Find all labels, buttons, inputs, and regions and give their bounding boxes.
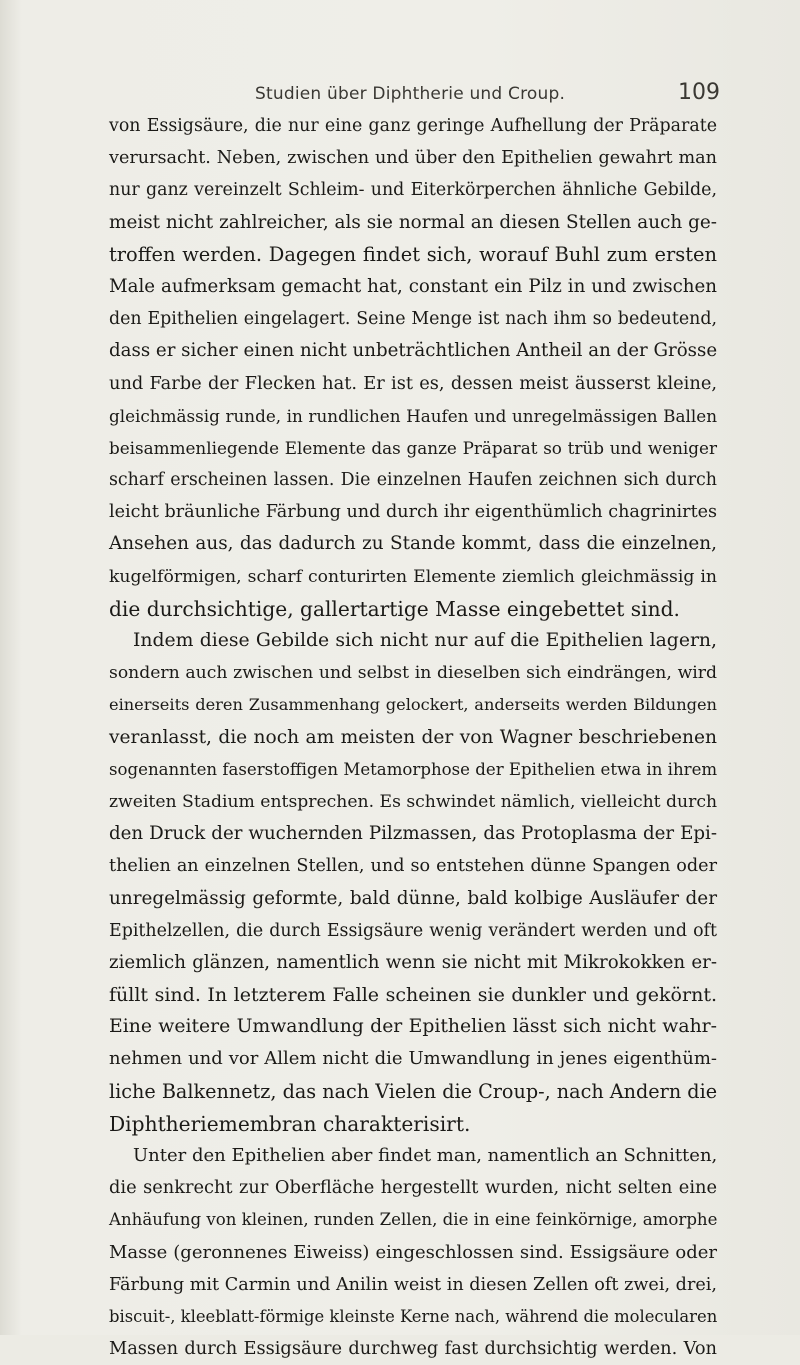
text-line: unregelmässig geformte, bald dünne, bald kolbige Ausläufer der [109,887,717,909]
text-line: meist nicht zahlreicher, als sie normal an diesen Stellen auch ge- [109,211,717,233]
text-line: thelien an einzelnen Stellen, und so entstehen dünne Spangen oder [109,856,717,877]
text-line: den Druck der wuchernden Pilzmassen, das Protoplasma der Epi- [109,823,717,845]
text-line: gleichmässig runde, in rundlichen Haufen und unregelmässigen Ballen [109,405,717,426]
text-line: füllt sind. In letzterem Falle scheinen sie dunkler und gekörnt. [109,984,717,1007]
text-line: einerseits deren Zusammenhang gelockert, anderseits werden Bildungen [109,695,717,715]
text-line: beisammenliegende Elemente das ganze Präparat so trüb und weniger [109,437,717,458]
text-line: den Epithelien eingelagert. Seine Menge ist nach ihm so bedeutend, [109,309,717,330]
text-line: sogenannten faserstoffigen Metamorphose der Epithelien etwa in ihrem [109,759,718,779]
text-line: leicht bräunliche Färbung und durch ihr eigenthümlich chagrinirtes [109,502,718,523]
text-line: nur ganz vereinzelt Schleim- und Eiterkörperchen ähnliche Gebilde, [109,180,717,201]
text-line: die senkrecht zur Oberfläche hergestellt wurden, nicht selten eine [109,1177,717,1199]
text-line: nehmen und vor Allem nicht die Umwandlung in jenes eigenthüm- [109,1048,717,1070]
page-number: 109 [678,80,720,105]
text-line: Male aufmerksam gemacht hat, constant ein Pilz in und zwischen [109,275,717,297]
text-line: die durchsichtige, gallertartige Masse eingebettet sind. [109,596,680,621]
text-line: zweiten Stadium entsprechen. Es schwindet nämlich, vielleicht durch [109,791,718,812]
text-line: kugelförmigen, scharf conturirten Elemente ziemlich gleichmässig in [109,566,717,587]
text-line: veranlasst, die noch am meisten der von Wagner beschriebenen [109,726,717,748]
text-line: von Essigsäure, die nur eine ganz geringe Aufhellung der Präparate [109,116,717,136]
text-line: verursacht. Neben, zwischen und über den Epithelien gewahrt man [109,148,717,169]
text-line: sondern auch zwischen und selbst in dieselben sich eindrängen, wird [109,663,717,684]
text-line: Massen durch Essigsäure durchweg fast durchsichtig werden. Von [109,1338,717,1360]
body-text [109,110,717,1365]
text-line: dass er sicher einen nicht unbeträchtlichen Antheil an der Grösse [109,340,718,362]
text-line: Unter den Epithelien aber findet man, namentlich an Schnitten, [133,1145,718,1166]
text-line: Anhäufung von kleinen, runden Zellen, die in eine feinkörnige, amorphe [109,1210,718,1230]
text-line: Epithelzellen, die durch Essigsäure wenig verändert werden und oft [109,920,717,941]
text-line: biscuit-, kleeblatt-förmige kleinste Kerne nach, während die molecularen [109,1306,718,1326]
text-line: Indem diese Gebilde sich nicht nur auf die Epithelien lagern, [133,630,717,651]
running-title: Studien über Diphtherie und Croup. [255,84,566,104]
text-line: Eine weitere Umwandlung der Epithelien lässt sich nicht wahr- [109,1016,717,1038]
text-line: Masse (geronnenes Eiweiss) eingeschlossen sind. Essigsäure oder [109,1241,717,1263]
text-line: und Farbe der Flecken hat. Er ist es, dessen meist äusserst kleine, [109,372,717,394]
text-line: troffen werden. Dagegen findet sich, worauf Buhl zum ersten [109,242,717,266]
text-line: Ansehen aus, das dadurch zu Stande kommt, dass die einzelnen, [109,533,717,555]
text-line: ziemlich glänzen, namentlich wenn sie nicht mit Mikrokokken er- [109,951,717,973]
text-line: scharf erscheinen lassen. Die einzelnen Haufen zeichnen sich durch [109,470,717,491]
text-line: liche Balkennetz, das nach Vielen die Croup-, nach Andern die [109,1079,718,1103]
text-line: Färbung mit Carmin und Anilin weist in diesen Zellen oft zwei, drei, [109,1274,717,1295]
text-line: Diphtheriemembran charakterisirt. [109,1111,471,1136]
